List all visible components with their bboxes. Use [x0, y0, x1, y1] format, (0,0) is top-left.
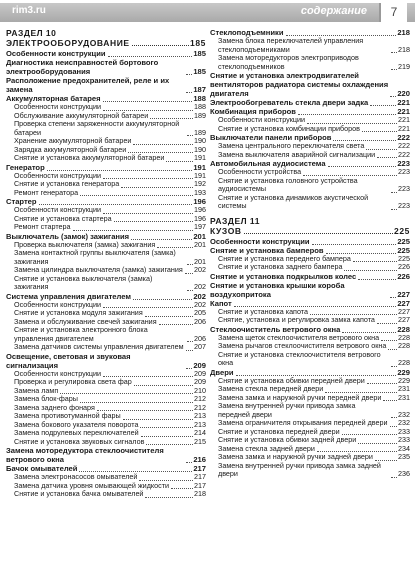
toc-entry-title: Замена подрулевых переключателей: [14, 428, 139, 437]
toc-entry-page: 190: [194, 136, 206, 145]
toc-entry-page: 235: [398, 452, 410, 461]
leader-dots: [390, 425, 397, 427]
toc-entry-page: 201: [193, 231, 206, 241]
toc-entry-title: Снятие и установка стартера: [14, 213, 112, 223]
toc-entry-title: Снятие и установка динамиков акустической системы: [218, 192, 369, 210]
toc-entry-title: Особенности конструкции: [14, 102, 102, 111]
leader-dots: [80, 401, 193, 403]
toc-entry-title: Снятие и установка аккумуляторной батареи: [14, 153, 165, 162]
site-name: rim3.ru: [12, 5, 46, 16]
toc-entry: [210, 71, 410, 98]
toc-entry-page: 227: [397, 289, 410, 299]
toc-list-right-top: [210, 28, 410, 211]
leader-dots: [390, 296, 396, 298]
toc-entry-page: 216: [193, 455, 206, 464]
leader-dots: [391, 191, 397, 193]
leader-dots: [114, 220, 193, 222]
toc-entry-page: 231: [398, 384, 410, 393]
leader-dots: [377, 322, 397, 324]
toc-entry: [6, 275, 206, 292]
toc-entry-page: 221: [398, 115, 410, 124]
toc-entry: [210, 402, 410, 419]
page-number: 7: [379, 3, 407, 22]
toc-entry-title: Особенности конструкции: [14, 299, 102, 309]
toc-entry-title: Особенности устройства: [218, 167, 302, 176]
toc-entry-page: 191: [194, 170, 206, 180]
toc-entry-title: Хранение аккумуляторной батареи: [14, 136, 132, 145]
toc-entry-title: Замена противотуманной фары: [14, 411, 121, 420]
leader-dots: [186, 367, 192, 369]
toc-entry-page: 222: [397, 133, 410, 142]
toc-entry: [210, 462, 410, 479]
leader-dots: [391, 51, 397, 53]
toc-entry-page: 202: [194, 282, 206, 291]
toc-entry-title: Комбинация приборов: [210, 107, 296, 116]
toc-entry-page: 222: [398, 149, 410, 159]
leader-dots: [186, 73, 192, 75]
toc-entry-page: 227: [398, 306, 410, 316]
toc-entry-page: 212: [194, 402, 206, 412]
leader-dots: [328, 165, 397, 167]
toc-entry-page: 205: [194, 308, 206, 317]
toc-entry-page: 222: [398, 141, 410, 150]
leader-dots: [391, 476, 397, 478]
leader-dots: [391, 416, 397, 418]
toc-entry-title: Диагностика неисправностей бортового электрооборудования: [6, 58, 159, 76]
toc-entry-page: 191: [193, 162, 206, 172]
toc-entry-page: 223: [398, 184, 410, 193]
toc-entry-page: 209: [194, 377, 206, 386]
toc-entry-page: 236: [398, 469, 410, 478]
toc-entry: [210, 151, 410, 160]
leader-dots: [145, 496, 193, 498]
toc-entry: [210, 194, 410, 211]
toc-entry-title: Бачок омывателей: [6, 464, 78, 473]
toc-entry-page: 223: [398, 201, 410, 210]
leader-dots: [80, 194, 193, 196]
toc-entry: [6, 154, 206, 163]
toc-entry: [210, 316, 410, 325]
leader-dots: [159, 323, 193, 325]
leader-dots: [133, 298, 192, 300]
toc-entry-title: Замена моторедуктора стеклоочистителя ветрового окна: [6, 446, 164, 464]
toc-entry: [6, 189, 206, 198]
toc-entry-page: 201: [194, 239, 206, 249]
chapter-heading: [6, 38, 206, 48]
toc-entry-page: 218: [397, 28, 410, 37]
chapter-heading: [210, 226, 410, 236]
leader-dots: [367, 382, 397, 384]
toc-entry-title: Генератор: [6, 162, 45, 172]
toc-entry: [6, 343, 206, 352]
leader-dots: [358, 442, 397, 444]
toc-entry-title: Зарядка аккумуляторной батареи: [14, 144, 127, 154]
leader-dots: [103, 212, 193, 214]
toc-entry-page: 188: [194, 102, 206, 111]
toc-entry-title: Стартер: [6, 197, 37, 206]
leader-dots: [391, 208, 397, 210]
toc-entry-title: Замена блока переключателей управления стеклоподъемниками: [218, 36, 364, 54]
toc-entry-page: 213: [194, 411, 206, 420]
leader-dots: [141, 435, 193, 437]
toc-entry-title: Обслуживание аккумуляторной батареи: [14, 110, 149, 120]
toc-entry: [210, 177, 410, 194]
toc-entry-title: Снятие и установка передней двери: [218, 426, 340, 436]
leader-dots: [391, 68, 397, 70]
toc-entry: [6, 352, 206, 370]
toc-entry-title: Замена центрального переключателя света: [218, 141, 365, 150]
toc-list-left: [6, 49, 206, 499]
toc-entry: [6, 326, 206, 343]
toc-entry-title: Замена рычагов стеклоочистителя ветрового окна: [218, 341, 387, 350]
leader-dots: [358, 278, 396, 280]
toc-entry: [6, 76, 206, 94]
leader-dots: [244, 233, 393, 234]
toc-entry-title: Замена замка и наружной ручки передней двери: [218, 392, 382, 402]
toc-entry: [210, 281, 410, 299]
leader-dots: [383, 399, 397, 401]
toc-entry-title: Замена ламп: [14, 385, 59, 395]
toc-entry-page: 213: [194, 419, 206, 429]
toc-entry: [6, 120, 206, 137]
toc-entry-page: 228: [398, 341, 410, 350]
toc-entry-page: 212: [194, 394, 206, 403]
toc-entry-page: 234: [398, 443, 410, 453]
toc-entry-title: Электрообогреватель стекла двери задка: [210, 98, 369, 107]
leader-dots: [146, 443, 193, 445]
toc-entry-title: Ремонт стартера: [14, 222, 71, 231]
toc-entry-title: Замена заднего фонаря: [14, 402, 95, 412]
toc-entry-page: 201: [194, 256, 206, 266]
toc-entry-title: Стеклоподъемники: [210, 28, 284, 37]
toc-entry-title: Аккумуляторная батарея: [6, 94, 101, 103]
toc-left-column: [6, 28, 206, 499]
toc-entry: [210, 37, 410, 54]
toc-entry-page: 219: [398, 61, 410, 71]
toc-entry-page: 232: [398, 409, 410, 419]
leader-dots: [388, 348, 397, 350]
toc-entry: [210, 237, 410, 246]
toc-entry-title: Замена стекла передней двери: [218, 384, 324, 393]
toc-entry-page: 202: [194, 265, 206, 274]
toc-entry-page: 187: [193, 85, 206, 94]
toc-entry-page: 228: [398, 332, 410, 342]
leader-dots: [187, 340, 193, 342]
toc-entry-page: 189: [194, 110, 206, 120]
toc-entry-page: 196: [193, 197, 206, 206]
toc-entry-title: Замена замка и наружной ручки задней двери: [218, 452, 373, 461]
toc-entry-title: Капот: [210, 298, 232, 308]
leader-dots: [134, 384, 193, 386]
toc-entry-page: 225: [397, 245, 410, 255]
leader-dots: [166, 160, 193, 162]
toc-entry-title: Замена бокового указателя поворота: [14, 419, 139, 429]
leader-dots: [312, 243, 397, 245]
toc-entry-page: 228: [398, 358, 410, 367]
toc-entry-title: Особенности конструкции: [14, 205, 102, 214]
toc-entry-title: Снятие и установка головного устройства аудиосистемы: [218, 175, 358, 193]
toc-entry-page: 196: [194, 213, 206, 223]
toc-entry-page: 185: [193, 67, 206, 76]
toc-entry-page: 185: [193, 49, 206, 58]
toc-entry-page: 221: [397, 107, 410, 116]
leader-dots: [108, 55, 193, 57]
leader-dots: [370, 104, 396, 106]
toc-entry-page: 188: [193, 94, 206, 103]
section-name: содержание: [300, 5, 367, 17]
leader-dots: [171, 487, 193, 489]
toc-entry-page: 202: [193, 291, 206, 301]
leader-dots: [103, 100, 193, 102]
toc-entry: [6, 58, 206, 76]
toc-entry-title: Ремонт генератора: [14, 187, 79, 197]
leader-dots: [391, 365, 397, 367]
toc-entry-title: Замена стекла задней двери: [218, 443, 315, 453]
toc-entry-page: 221: [398, 123, 410, 133]
toc-entry-page: 192: [194, 179, 206, 188]
toc-entry-title: Снятие и установка электродвигателей вентиляторов радиатора системы охлаждения двигателя: [210, 71, 389, 98]
toc-entry-title: Снятие и установка капота: [218, 306, 309, 316]
toc-entry-page: 218: [194, 489, 206, 498]
toc-entry-title: Снятие и установка выключателя (замка) зажигания: [14, 273, 153, 291]
toc-entry-page: 226: [398, 262, 410, 271]
toc-entry-title: Снятие и установка крышки короба воздухопритока: [210, 280, 345, 299]
toc-entry-page: 217: [194, 480, 206, 490]
toc-entry-page: 217: [194, 472, 206, 481]
chapter-title: КУЗОВ: [210, 225, 242, 236]
leader-dots: [140, 426, 193, 428]
toc-entry-page: 226: [397, 271, 410, 281]
toc-entry-title: Снятие и установка переднего бампера: [218, 253, 351, 263]
toc-entry-title: Снятие и установка обивки задней двери: [218, 435, 357, 444]
toc-entry: [6, 249, 206, 266]
leader-dots: [185, 272, 193, 274]
toc-entry-page: 223: [397, 159, 410, 168]
toc-entry-page: 229: [398, 375, 410, 385]
toc-entry: [6, 446, 206, 464]
leader-dots: [133, 143, 193, 145]
toc-entry-title: Замена и обслуживание свечей зажигания: [14, 316, 157, 326]
toc-entry-title: Снятие и установка обивки передней двери: [218, 375, 365, 385]
toc-entry-page: 206: [194, 333, 206, 343]
leader-dots: [344, 269, 397, 271]
toc-entry-page: 202: [194, 299, 206, 309]
toc-entry-title: Автомобильная аудиосистема: [210, 159, 326, 168]
toc-entry-page: 217: [193, 464, 206, 473]
toc-entry-title: Замена ограничителя открывания передней двери: [218, 418, 388, 427]
toc-entry-page: 221: [397, 98, 410, 107]
toc-entry-title: Снятие и установка модуля зажигания: [14, 308, 143, 317]
toc-entry-page: 210: [194, 385, 206, 395]
chapter-page: 225: [394, 225, 410, 236]
toc-entry-page: 209: [193, 360, 206, 370]
toc-entry-page: 227: [398, 315, 410, 324]
toc-entry-page: 231: [398, 392, 410, 402]
toc-entry-page: 232: [398, 418, 410, 427]
toc-entry-title: Снятие и установка генератора: [14, 179, 120, 188]
toc-entry: [6, 438, 206, 447]
toc-entry-page: 209: [194, 368, 206, 378]
toc-entry-page: 214: [194, 428, 206, 437]
toc-entry: [210, 54, 410, 71]
page-header: [0, 3, 415, 22]
toc-entry-title: Снятие и установка звуковых сигналов: [14, 436, 145, 446]
toc-list-right-bottom: [210, 237, 410, 479]
section-title-10: РАЗДЕЛ 10: [6, 28, 57, 38]
toc-entry-title: Выключатели панели приборов: [210, 133, 332, 142]
toc-entry-title: Проверка выключателя (замка) зажигания: [14, 239, 156, 249]
leader-dots: [187, 263, 193, 265]
toc-entry: [6, 490, 206, 499]
toc-entry: [6, 49, 206, 58]
toc-entry: [210, 125, 410, 134]
leader-dots: [298, 113, 396, 115]
toc-entry-title: Замена электронасосов омывателей: [14, 472, 138, 481]
leader-dots: [186, 349, 193, 351]
toc-entry-title: Снятие и установка стеклоочистителя ветрового окна: [218, 349, 381, 367]
toc-entry-page: 193: [194, 187, 206, 197]
toc-entry-title: Замена датчиков системы управления двигателем: [14, 342, 184, 351]
toc-entry-page: 206: [194, 316, 206, 326]
toc-entry-title: Замена внутренней ручки привода замка задней двери: [218, 460, 381, 478]
chapter-page: 185: [190, 38, 206, 48]
leader-dots: [132, 45, 189, 46]
toc-entry: [6, 223, 206, 232]
leader-dots: [60, 392, 193, 394]
toc-entry-title: Особенности конструкции: [218, 115, 306, 124]
toc-entry-page: 218: [398, 44, 410, 54]
toc-entry-title: Снятие и установка заднего бампера: [218, 262, 343, 271]
toc-entry: [210, 351, 410, 368]
leader-dots: [187, 134, 193, 136]
leader-dots: [121, 186, 193, 188]
toc-entry-title: Замена щеток стеклоочистителя ветрового окна: [218, 332, 380, 342]
toc-entry-title: Снятие и установка комбинации приборов: [218, 123, 360, 133]
toc-entry-title: Проверка степени заряженности аккумуляторной батареи: [14, 119, 180, 137]
toc-entry-title: Особенности конструкции: [14, 170, 102, 180]
toc-entry-page: 225: [397, 236, 410, 246]
toc-entry-title: Замена блок-фары: [14, 394, 78, 403]
toc-entry-title: Стеклоочиститель ветрового окна: [210, 324, 341, 334]
toc-entry-page: 196: [194, 205, 206, 214]
toc-entry-title: Замена контактной группы выключателя (замка) зажигания: [14, 248, 176, 266]
leader-dots: [377, 156, 397, 158]
toc-entry-page: 233: [398, 426, 410, 436]
toc-entry-page: 229: [397, 367, 410, 377]
toc-columns: [0, 28, 415, 568]
toc-entry-title: Проверка и регулировка света фар: [14, 377, 132, 386]
toc-entry-title: Замена выключателя аварийной сигнализации: [218, 149, 376, 159]
toc-entry-page: 197: [194, 222, 206, 231]
toc-entry-page: 191: [194, 153, 206, 162]
leader-dots: [187, 289, 193, 291]
toc-entry-page: 223: [398, 167, 410, 176]
toc-entry-title: Снятие и установка электронного блока управления двигателем: [14, 325, 148, 343]
toc-entry-title: Снятие и установка бамперов: [210, 245, 324, 255]
toc-entry-title: Система управления двигателем: [6, 291, 131, 301]
toc-entry: [210, 263, 410, 272]
leader-dots: [186, 91, 192, 93]
section-title-11: РАЗДЕЛ 11: [210, 215, 260, 226]
toc-entry: [210, 272, 410, 281]
toc-entry-title: Выключатель (замок) зажигания: [6, 231, 130, 241]
toc-entry-title: Замена датчика уровня омывающей жидкости: [14, 480, 170, 490]
toc-entry-title: Замена цилиндра выключателя (замка) зажигания: [14, 265, 183, 274]
toc-entry-title: Снятие и установка подкрылков колес: [210, 271, 357, 281]
toc-entry-title: Особенности конструкции: [210, 236, 310, 246]
toc-entry-title: Замена моторедукторов электроприводов стеклоподъемников: [218, 53, 359, 71]
toc-entry-title: Расположение предохранителей, реле и их замена: [6, 76, 170, 94]
toc-entry: [210, 98, 410, 107]
toc-entry-page: 190: [194, 144, 206, 154]
toc-entry-title: Двери: [210, 367, 234, 377]
toc-entry-title: Особенности конструкции: [14, 368, 102, 378]
leader-dots: [390, 95, 396, 97]
leader-dots: [186, 461, 192, 463]
toc-entry-page: 220: [397, 89, 410, 98]
toc-entry-title: Особенности конструкции: [6, 49, 106, 58]
toc-entry-title: Освещение, световая и звуковая сигнализация: [6, 351, 131, 370]
toc-entry-title: Снятие и установка бачка омывателей: [14, 489, 144, 498]
toc-right-column: [210, 28, 410, 479]
toc-entry-page: 225: [398, 253, 410, 263]
leader-dots: [353, 260, 397, 262]
leader-dots: [362, 130, 397, 132]
chapter-title: ЭЛЕКТРООБОРУДОВАНИЕ: [6, 38, 130, 48]
toc-entry-page: 233: [398, 435, 410, 444]
toc-entry-page: 228: [397, 324, 410, 334]
toc-entry-page: 227: [397, 298, 410, 308]
toc-entry-title: Замена внутренней ручки привода замка передней двери: [218, 401, 356, 419]
toc-entry-page: 207: [194, 342, 206, 351]
leader-dots: [73, 229, 193, 231]
toc-entry-page: 189: [194, 127, 206, 137]
toc-entry-title: Снятие, установка и регулировка замка капота: [218, 315, 375, 324]
toc-entry-page: 215: [194, 436, 206, 446]
